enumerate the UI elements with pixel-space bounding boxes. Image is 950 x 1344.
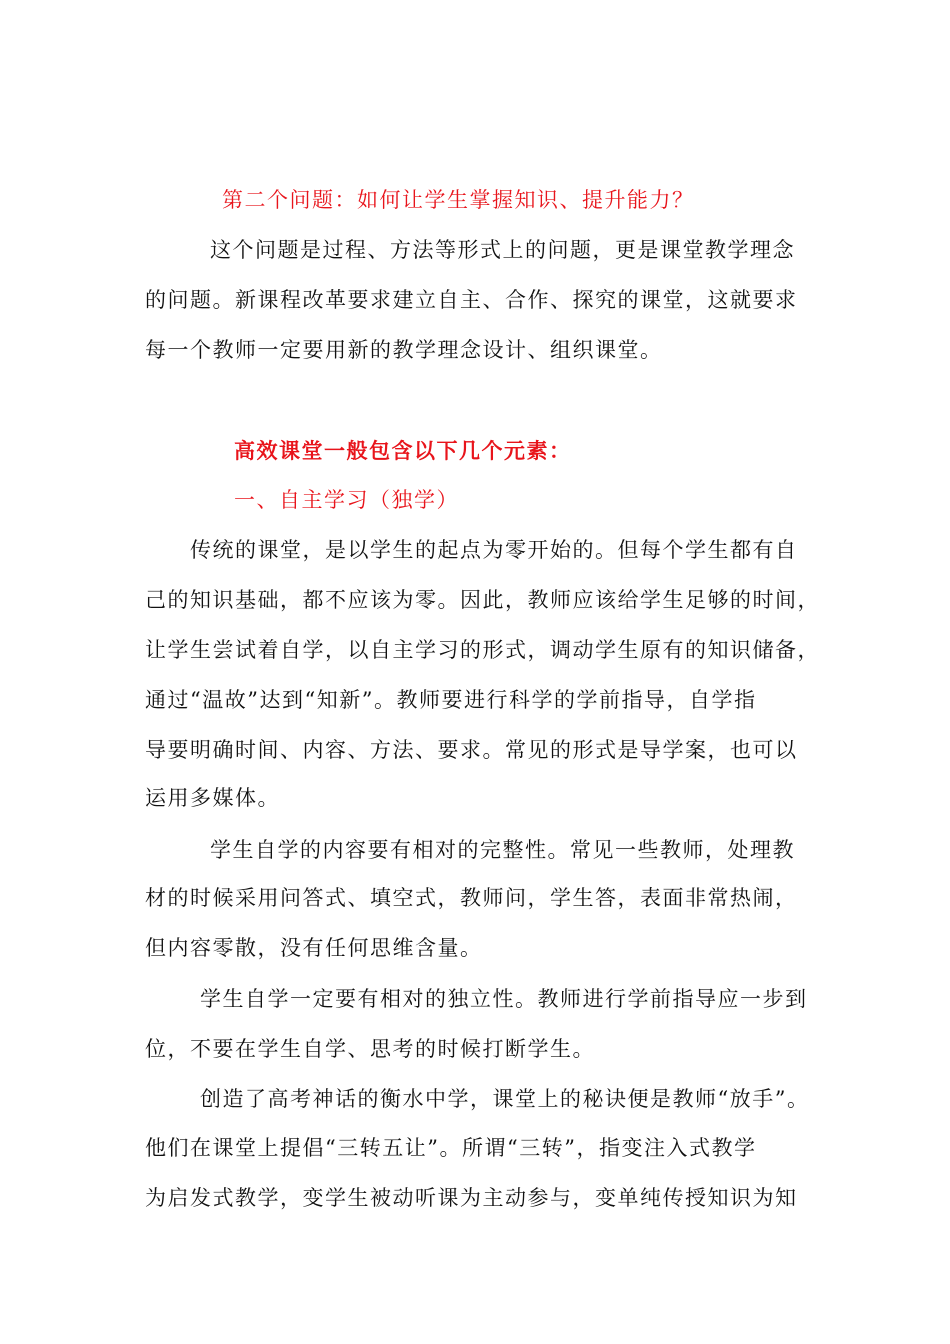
para2-line-2: 材的时候采用问答式、填空式，教师问，学生答，表面非常热闹， [145,886,798,910]
para4-line-3: 为启发式教学，变学生被动听课为主动参与，变单纯传授知识为知 [145,1186,798,1210]
elements-heading: 高效课堂一般包含以下几个元素： [234,438,572,463]
para3-line-1: 学生自学一定要有相对的独立性。教师进行学前指导应一步到 [200,987,808,1011]
para1-line-2: 己的知识基础，都不应该为零。因此，教师应该给学生足够的时间， [145,588,820,612]
intro-line-1: 这个问题是过程、方法等形式上的问题，更是课堂教学理念 [210,238,795,262]
para1-line-5: 导要明确时间、内容、方法、要求。常见的形式是导学案，也可以 [145,738,798,762]
intro-line-3: 每一个教师一定要用新的教学理念设计、组织课堂。 [145,338,663,362]
para3-line-2: 位，不要在学生自学、思考的时候打断学生。 [145,1037,595,1061]
para4-line-2: 他们在课堂上提倡“三转五让”。所谓“三转”，指变注入式教学 [145,1136,757,1160]
para1-line-6: 运用多媒体。 [145,786,280,810]
para1-line-3: 让学生尝试着自学，以自主学习的形式，调动学生原有的知识储备， [145,638,820,662]
para2-line-3: 但内容零散，没有任何思维含量。 [145,936,483,960]
para2-line-1: 学生自学的内容要有相对的完整性。常见一些教师，处理教 [210,838,795,862]
para1-line-4: 通过“温故”达到“知新”。教师要进行科学的学前指导，自学指 [145,688,757,712]
para1-line-1: 传统的课堂，是以学生的起点为零开始的。但每个学生都有自 [190,538,798,562]
sub-heading-self-study: 一、自主学习（独学） [234,488,459,512]
intro-line-2: 的问题。新课程改革要求建立自主、合作、探究的课堂，这就要求 [145,288,798,312]
section-heading: 第二个问题：如何让学生掌握知识、提升能力？ [222,188,695,212]
para4-line-1: 创造了高考神话的衡水中学，课堂上的秘诀便是教师“放手”。 [200,1087,810,1111]
